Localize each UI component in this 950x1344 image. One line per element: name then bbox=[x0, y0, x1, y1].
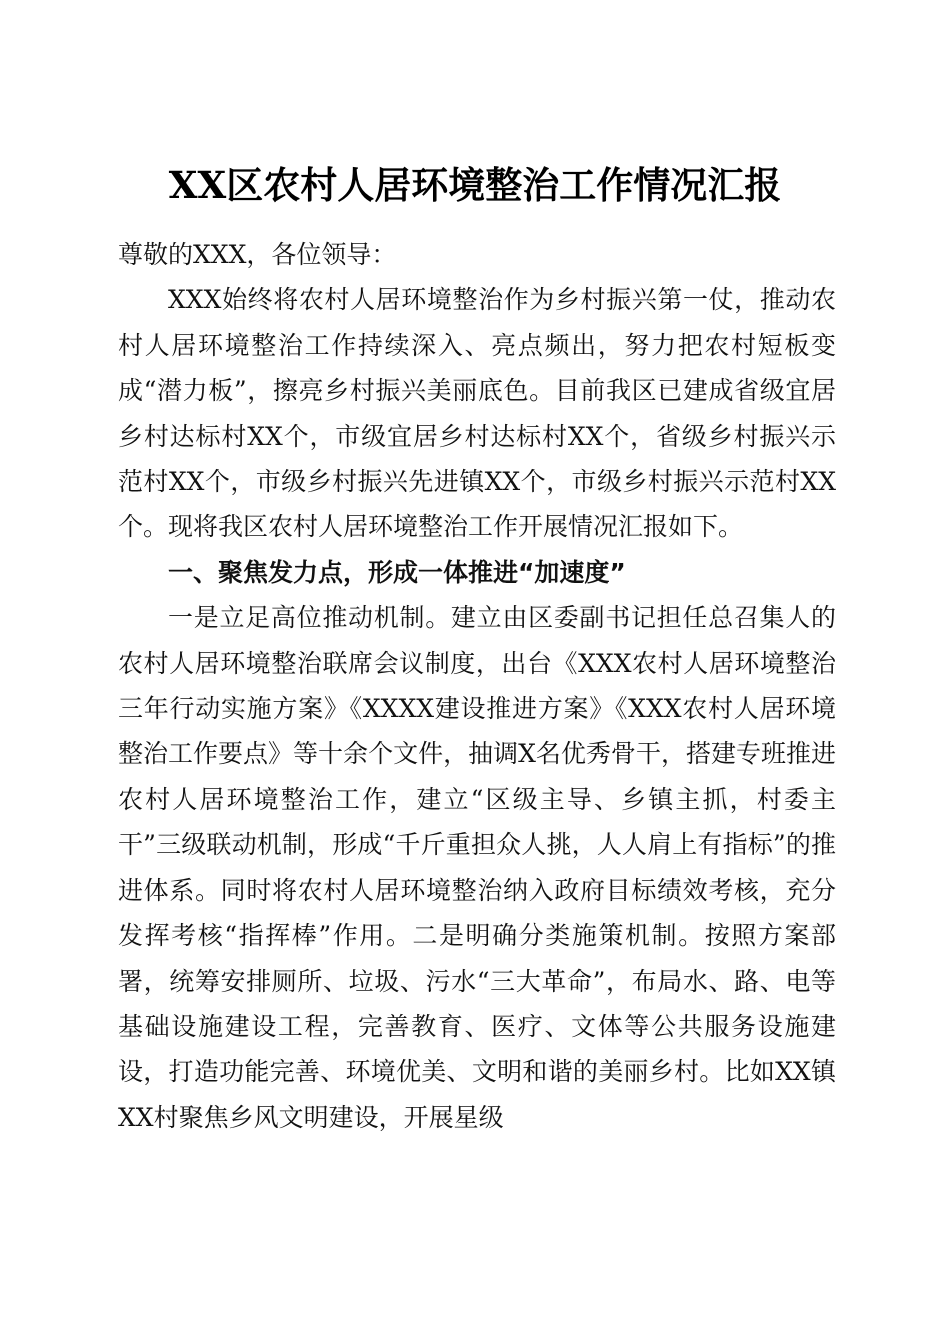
salutation: 尊敬的XXX，各位领导： bbox=[118, 240, 397, 269]
intro-paragraph: XXX始终将农村人居环境整治作为乡村振兴第一仗，推动农村人居环境整治工作持续深入、亮点频出，努力把农村短板变成“潜力板”，擦亮乡村振兴美丽底色。目前我区已建成省级宜居乡村达标村XX个，市级宜居乡村达标村XX个，省级乡村振兴示范村XX个，市级乡村振兴先进镇XX个，市级乡村振兴示范村XX个。现将我区农村人居环境整治工作开展情况汇报如下。 bbox=[118, 285, 836, 542]
section-heading: 一、聚焦发力点，形成一体推进“加速度” bbox=[168, 557, 626, 587]
section-paragraph: 一是立足高位推动机制。建立由区委副书记担任总召集人的农村人居环境整治联席会议制度，出台《XXX农村人居环境整治三年行动实施方案》《XXXX建设推进方案》《XXX农村人居环境整治工作要点》等十余个文件，抽调X名优秀骨干，搭建专班推进农村人居环境整治工作，建立“区级主导、乡镇主抓，村委主干”三级联动机制，形成“千斤重担众人挑，人人肩上有指标”的推进体系。同时将农村人居环境整治纳入政府目标绩效考核，充分发挥考核“指挥棒”作用。二是明确分类施策机制。按照方案部署，统筹安排厕所、垃圾、污水“三大革命”，布局水、路、电等基础设施建设工程，完善教育、医疗、文体等公共服务设施建设，打造功能完善、环境优美、文明和谐的美丽乡村。比如XX镇XX村聚焦乡风文明建设，开展星级 bbox=[118, 603, 836, 1132]
document-body bbox=[118, 232, 836, 1140]
document-title: XX区农村人居环境整治工作情况汇报 bbox=[168, 162, 782, 207]
